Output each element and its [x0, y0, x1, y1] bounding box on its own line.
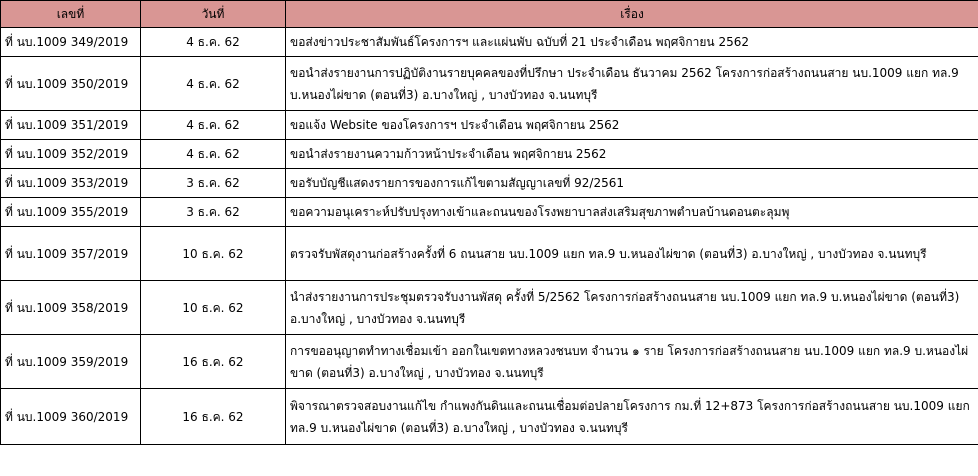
document-date: 4 ธ.ค. 62	[141, 140, 286, 169]
document-subject: ตรวจรับพัสดุงานก่อสร้างครั้งที่ 6 ถนนสาย นบ.1009 แยก ทล.9 บ.หนองไผ่ขาด (ตอนที่3) อ.บางใหญ่ , บางบัวทอง จ.นนทบุรี	[286, 227, 978, 281]
table-header-row	[1, 1, 978, 28]
document-number: ที่ นบ.1009 355/2019	[1, 198, 141, 227]
document-subject: การขออนุญาตทำทางเชื่อมเข้า ออกในเขตทางหลวงชนบท จำนวน ๑ ราย โครงการก่อสร้างถนนสาย นบ.1009 แยก ทล.9 บ.หนองไผ่ขาด (ตอนที่3) อ.บางใหญ่ , บางบัวทอง จ.นนทบุรี	[286, 335, 978, 389]
table-row	[1, 198, 978, 227]
table-row	[1, 28, 978, 57]
table-row	[1, 281, 978, 335]
document-date: 4 ธ.ค. 62	[141, 28, 286, 57]
document-subject: ขอรับบัญชีแสดงรายการของการแก้ไขตามสัญญาเลขที่ 92/2561	[286, 169, 978, 198]
document-number: ที่ นบ.1009 357/2019	[1, 227, 141, 281]
document-number: ที่ นบ.1009 359/2019	[1, 335, 141, 389]
header-subject: เรื่อง	[286, 1, 978, 28]
document-number: ที่ นบ.1009 360/2019	[1, 389, 141, 445]
document-date: 4 ธ.ค. 62	[141, 111, 286, 140]
document-number: ที่ นบ.1009 352/2019	[1, 140, 141, 169]
document-date: 3 ธ.ค. 62	[141, 169, 286, 198]
table-row	[1, 111, 978, 140]
table-row	[1, 227, 978, 281]
table-row	[1, 140, 978, 169]
document-date: 3 ธ.ค. 62	[141, 198, 286, 227]
header-date: วันที่	[141, 1, 286, 28]
document-subject: นำส่งรายงานการประชุมตรวจรับงานพัสดุ ครั้งที่ 5/2562 โครงการก่อสร้างถนนสาย นบ.1009 แยก ทล.9 บ.หนองไผ่ขาด (ตอนที่3) อ.บางใหญ่ , บางบัวทอง จ.นนทบุรี	[286, 281, 978, 335]
document-date: 16 ธ.ค. 62	[141, 389, 286, 445]
header-number: เลขที่	[1, 1, 141, 28]
document-subject: ขอแจ้ง Website ของโครงการฯ ประจำเดือน พฤศจิกายน 2562	[286, 111, 978, 140]
document-date: 16 ธ.ค. 62	[141, 335, 286, 389]
document-number: ที่ นบ.1009 353/2019	[1, 169, 141, 198]
document-date: 4 ธ.ค. 62	[141, 57, 286, 111]
document-subject: พิจารณาตรวจสอบงานแก้ไข กำแพงกันดินและถนนเชื่อมต่อปลายโครงการ กม.ที่ 12+873 โครงการก่อสร้างถนนสาย นบ.1009 แยก ทล.9 บ.หนองไผ่ขาด (ตอนที่3) อ.บางใหญ่ , บางบัวทอง จ.นนทบุรี	[286, 389, 978, 445]
document-number: ที่ นบ.1009 358/2019	[1, 281, 141, 335]
document-subject: ขอส่งข่าวประชาสัมพันธ์โครงการฯ และแผ่นพับ ฉบับที่ 21 ประจำเดือน พฤศจิกายน 2562	[286, 28, 978, 57]
table-row	[1, 57, 978, 111]
document-subject: ขอความอนุเคราะห์ปรับปรุงทางเข้าและถนนของโรงพยาบาลส่งเสริมสุขภาพตำบลบ้านดอนตะลุมพุ	[286, 198, 978, 227]
document-number: ที่ นบ.1009 349/2019	[1, 28, 141, 57]
table-row	[1, 389, 978, 445]
table-row	[1, 335, 978, 389]
document-subject: ขอนำส่งรายงานความก้าวหน้าประจำเดือน พฤศจิกายน 2562	[286, 140, 978, 169]
document-subject: ขอนำส่งรายงานการปฏิบัติงานรายบุคคลของที่ปรึกษา ประจำเดือน ธันวาคม 2562 โครงการก่อสร้างถนนสาย นบ.1009 แยก ทล.9 บ.หนองไผ่ขาด (ตอนที่3) อ.บางใหญ่ , บางบัวทอง จ.นนทบุรี	[286, 57, 978, 111]
table-row	[1, 169, 978, 198]
document-number: ที่ นบ.1009 350/2019	[1, 57, 141, 111]
document-number: ที่ นบ.1009 351/2019	[1, 111, 141, 140]
document-date: 10 ธ.ค. 62	[141, 227, 286, 281]
document-date: 10 ธ.ค. 62	[141, 281, 286, 335]
